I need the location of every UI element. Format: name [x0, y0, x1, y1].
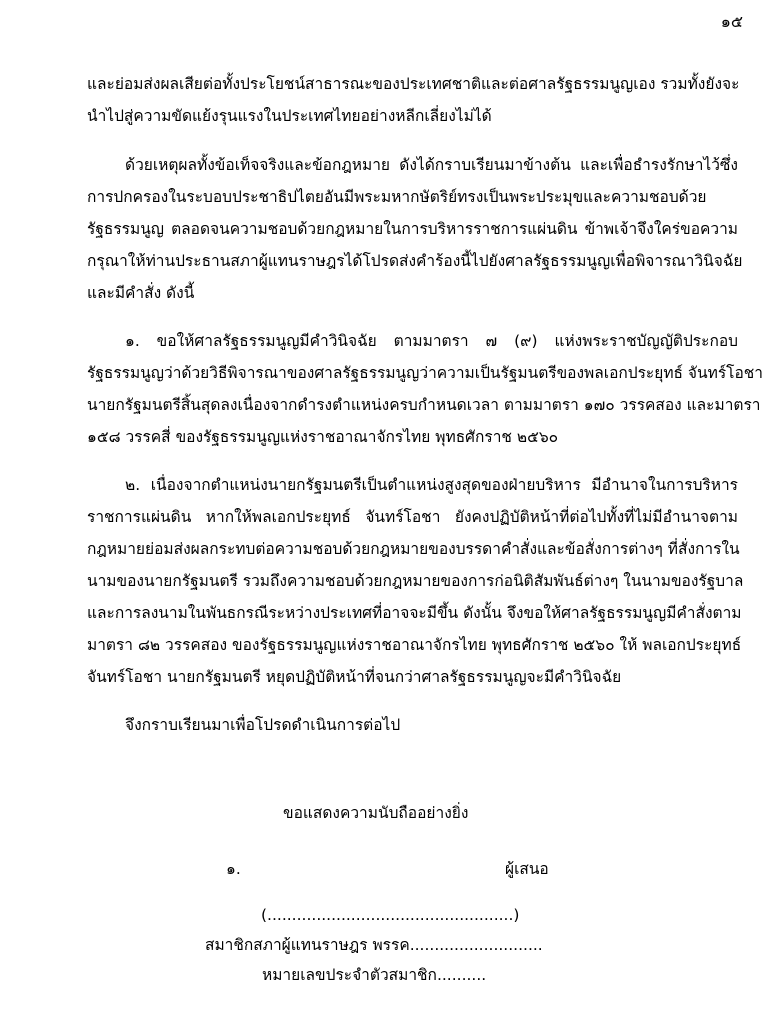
page-number: ๑๕ [720, 12, 743, 31]
paragraph-4-line-5: และการลงนามในพันธกรณีระหว่างประเทศที่อาจจะมีขึ้น ดังนั้น จึงขอให้ศาลรัฐธรรมนูญมีคำสั่งตาม [87, 604, 742, 622]
member-id-line: หมายเลขประจำตัวสมาชิก.......... [262, 966, 487, 984]
paragraph-3-line-3: นายกรัฐมนตรีสิ้นสุดลงเนื่องจากดำรงตำแหน่งครบกำหนดเวลา ตามมาตรา ๑๗๐ วรรคสอง และมาตรา [87, 396, 761, 414]
paragraph-3-line-4: ๑๕๘ วรรคสี่ ของรัฐธรรมนูญแห่งราชอาณาจักรไทย พุทธศักราช ๒๕๖๐ [87, 428, 559, 446]
paragraph-2-line-5: และมีคำสั่ง ดังนี้ [87, 284, 195, 302]
paragraph-4-line-3: กฎหมายย่อมส่งผลกระทบต่อความชอบด้วยกฎหมายของบรรดาคำสั่งและข้อสั่งการต่างๆ ที่สั่งการใน [87, 540, 740, 558]
signer-name-blank: (..................................................) [261, 906, 520, 924]
closing-request-line: จึงกราบเรียนมาเพื่อโปรดดำเนินการต่อไป [125, 716, 401, 734]
signer-number: ๑. [226, 860, 241, 878]
salutation: ขอแสดงความนับถืออย่างยิ่ง [283, 804, 469, 822]
paragraph-4-line-4: นามของนายกรัฐมนตรี รวมถึงความชอบด้วยกฎหมายของการก่อนิติสัมพันธ์ต่างๆ ในนามของรัฐบาล [87, 572, 744, 590]
paragraph-4-line-2: ราชการแผ่นดิน หากให้พลเอกประยุทธ์ จันทร์โอชา ยังคงปฏิบัติหน้าที่ต่อไปทั้งที่ไม่มีอำนาจตาม [87, 508, 738, 526]
paragraph-4-line-7: จันทร์โอชา นายกรัฐมนตรี หยุดปฏิบัติหน้าที่จนกว่าศาลรัฐธรรมนูญจะมีคำวินิจฉัย [87, 668, 622, 686]
paragraph-4-line-6: มาตรา ๘๒ วรรคสอง ของรัฐธรรมนูญแห่งราชอาณาจักรไทย พุทธศักราช ๒๕๖๐ ให้ พลเอกประยุทธ์ [87, 636, 742, 654]
paragraph-2-line-3: รัฐธรรมนูญ ตลอดจนความชอบด้วยกฎหมายในการบริหารราชการแผ่นดิน ข้าพเจ้าจึงใคร่ขอความ [87, 220, 738, 238]
member-party-line: สมาชิกสภาผู้แทนราษฎร พรรค........................... [205, 936, 543, 954]
paragraph-2-line-4: กรุณาให้ท่านประธานสภาผู้แทนราษฎรได้โปรดส่งคำร้องนี้ไปยังศาลรัฐธรรมนูญเพื่อพิจารณาวินิจฉัย [87, 252, 743, 270]
paragraph-3-line-2: รัฐธรรมนูญว่าด้วยวิธีพิจารณาของศาลรัฐธรรมนูญว่าความเป็นรัฐมนตรีของพลเอกประยุทธ์ จันทร์โอชา [87, 364, 764, 382]
paragraph-3-line-1: ๑. ขอให้ศาลรัฐธรรมนูญมีคำวินิจฉัย ตามมาตรา ๗ (๙) แห่งพระราชบัญญัติประกอบ [125, 332, 738, 350]
signer-role: ผู้เสนอ [505, 860, 549, 878]
paragraph-2-line-2: การปกครองในระบอบประชาธิปไตยอันมีพระมหากษัตริย์ทรงเป็นพระประมุขและความชอบด้วย [87, 188, 707, 206]
paragraph-1-line-2: นำไปสู่ความขัดแย้งรุนแรงในประเทศไทยอย่างหลีกเลี่ยงไม่ได้ [87, 107, 492, 125]
paragraph-1-line-1: และย่อมส่งผลเสียต่อทั้งประโยชน์สาธารณะของประเทศชาติและต่อศาลรัฐธรรมนูญเอง รวมทั้งยังจะ [87, 75, 740, 93]
paragraph-4-line-1: ๒. เนื่องจากตำแหน่งนายกรัฐมนตรีเป็นตำแหน่งสูงสุดของฝ่ายบริหาร มีอำนาจในการบริหาร [125, 476, 738, 494]
paragraph-2-line-1: ด้วยเหตุผลทั้งข้อเท็จจริงและข้อกฎหมาย ดังได้กราบเรียนมาข้างต้น และเพื่อธำรงรักษาไว้ซึ่ง [125, 156, 738, 174]
